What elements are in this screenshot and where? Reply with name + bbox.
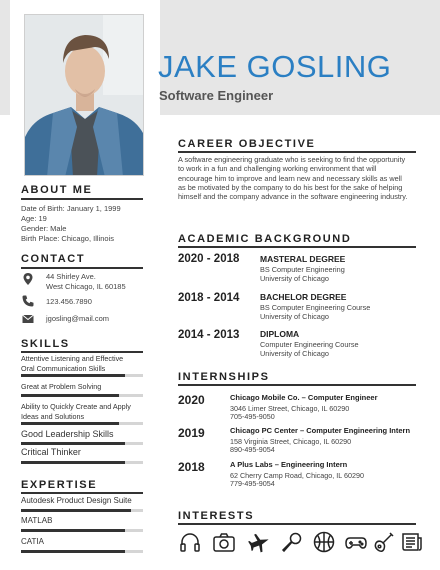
- phone-icon: [21, 294, 35, 308]
- academic-course: Computer Engineering Course: [260, 340, 359, 349]
- skill-label: Great at Problem Solving: [21, 382, 102, 391]
- expertise-label: CATIA: [21, 537, 44, 546]
- expertise-label: Autodesk Product Design Suite: [21, 496, 132, 505]
- internship-year: 2019: [178, 426, 205, 440]
- contact-address-line1: 44 Shirley Ave.: [46, 272, 96, 281]
- academic-years: 2014 - 2013: [178, 329, 240, 341]
- expertise-label: MATLAB: [21, 516, 53, 525]
- headphones-icon: [178, 530, 202, 554]
- academic-rule: [178, 246, 416, 248]
- camera-icon: [212, 530, 236, 554]
- skill-bar-fill: [21, 422, 119, 425]
- internship-phone: 705-495-9050: [230, 412, 275, 421]
- career-heading: CAREER OBJECTIVE: [178, 138, 316, 150]
- internships-heading: INTERNSHIPS: [178, 371, 270, 383]
- skill-bar: [21, 394, 143, 397]
- about-gender: Gender: Male: [21, 224, 67, 233]
- expertise-heading: EXPERTISE: [21, 479, 98, 491]
- academic-degree: MASTERAL DEGREE: [260, 254, 346, 264]
- internship-title: Chicago PC Center – Computer Engineering Intern: [230, 426, 411, 435]
- academic-school: University of Chicago: [260, 312, 329, 321]
- academic-course: BS Computer Engineering: [260, 265, 345, 274]
- newspaper-icon: [400, 530, 424, 554]
- internship-year: 2018: [178, 460, 205, 474]
- academic-course: BS Computer Engineering Course: [260, 303, 371, 312]
- expertise-bar: [21, 509, 143, 512]
- skill-bar: [21, 461, 143, 464]
- job-title: Software Engineer: [159, 88, 274, 103]
- skills-rule: [21, 351, 143, 353]
- expertise-bar: [21, 550, 143, 553]
- contact-email[interactable]: jgosling@mail.com: [46, 314, 110, 323]
- basketball-icon: [312, 530, 336, 554]
- airplane-icon: [248, 530, 272, 554]
- gamepad-icon: [344, 530, 368, 554]
- expertise-bar: [21, 529, 143, 532]
- expertise-bar-fill: [21, 509, 131, 512]
- location-pin-icon: [21, 272, 35, 286]
- about-rule: [21, 198, 143, 200]
- career-objective-text: A software engineering graduate who is seeking to find the opportunity to work in a fun and challenging working environment that will encourage him to improve and learn new and necessary skills as well as be motivated by the company to do his best for the sake of helping himself and the company advance in the software engineering industry.: [178, 155, 408, 202]
- internship-phone: 779-495-9054: [230, 479, 275, 488]
- about-birthplace: Birth Place: Chicago, Illinois: [21, 234, 114, 243]
- skill-bar: [21, 374, 143, 377]
- academic-school: University of Chicago: [260, 274, 329, 283]
- contact-rule: [21, 267, 143, 269]
- guitar-icon: [372, 530, 396, 554]
- full-name: JAKE GOSLING: [158, 49, 392, 84]
- academic-degree: DIPLOMA: [260, 329, 300, 339]
- contact-phone[interactable]: 123.456.7890: [46, 297, 92, 306]
- skill-bar-fill: [21, 374, 125, 377]
- expertise-rule: [21, 492, 143, 494]
- about-age: Age: 19: [21, 214, 47, 223]
- about-heading: ABOUT ME: [21, 184, 93, 196]
- internship-year: 2020: [178, 393, 205, 407]
- skill-bar-fill: [21, 461, 125, 464]
- academic-years: 2020 - 2018: [178, 253, 240, 265]
- interests-rule: [178, 523, 416, 525]
- interests-heading: INTERESTS: [178, 510, 255, 522]
- skill-bar-fill: [21, 442, 125, 445]
- skill-label: Critical Thinker: [21, 447, 81, 457]
- skill-label: Good Leadership Skills: [21, 429, 114, 439]
- profile-photo: [24, 14, 144, 176]
- internship-address: 62 Cherry Camp Road, Chicago, IL 60290: [230, 471, 364, 480]
- skill-bar: [21, 422, 143, 425]
- academic-school: University of Chicago: [260, 349, 329, 358]
- skill-label: Ability to Quickly Create and Apply Ideas and Solutions: [21, 402, 131, 421]
- contact-address-line2: West Chicago, IL 60185: [46, 282, 126, 291]
- mail-icon: [21, 312, 35, 326]
- internship-phone: 890-495-9054: [230, 445, 275, 454]
- academic-heading: ACADEMIC BACKGROUND: [178, 233, 352, 245]
- skills-heading: SKILLS: [21, 338, 70, 350]
- skill-bar-fill: [21, 394, 119, 397]
- contact-heading: CONTACT: [21, 253, 86, 265]
- internships-rule: [178, 384, 416, 386]
- internship-title: Chicago Mobile Co. – Computer Engineer: [230, 393, 378, 402]
- expertise-bar-fill: [21, 529, 125, 532]
- internship-address: 3046 Limer Street, Chicago, IL 60290: [230, 404, 350, 413]
- about-dob: Date of Birth: January 1, 1999: [21, 204, 121, 213]
- academic-degree: BACHELOR DEGREE: [260, 292, 347, 302]
- microphone-icon: [280, 530, 304, 554]
- academic-years: 2018 - 2014: [178, 292, 240, 304]
- skill-bar: [21, 442, 143, 445]
- internship-address: 158 Virginia Street, Chicago, IL 60290: [230, 437, 352, 446]
- internship-title: A Plus Labs – Engineering Intern: [230, 460, 348, 469]
- skill-label: Attentive Listening and Effective Oral Communication Skills: [21, 354, 124, 373]
- career-rule: [178, 151, 416, 153]
- expertise-bar-fill: [21, 550, 125, 553]
